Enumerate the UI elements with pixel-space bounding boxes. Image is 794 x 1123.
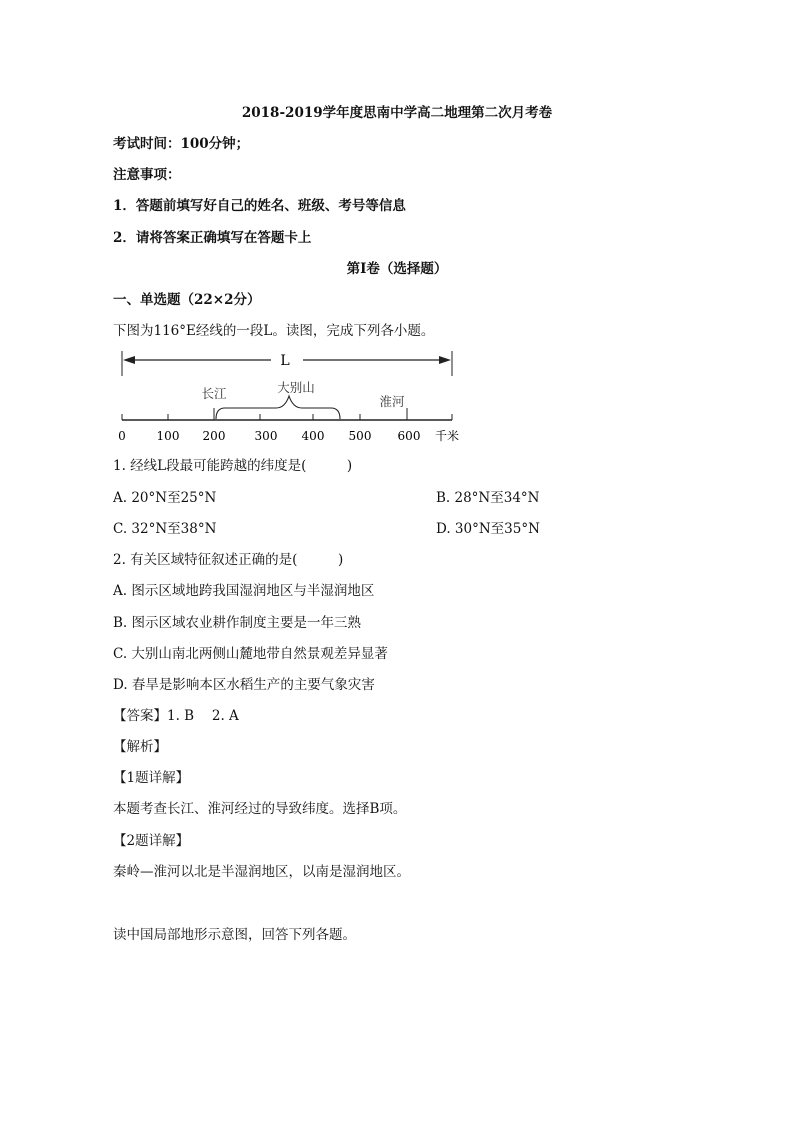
notes-title: 注意事项： xyxy=(113,167,181,183)
next-question-intro: 读中国局部地形示意图，回答下列各题。 xyxy=(113,927,356,943)
yangtze-label: 长江 xyxy=(201,386,227,401)
section-title: 第I卷（选择题） xyxy=(346,261,448,277)
analysis-title: 【解析】 xyxy=(113,739,167,755)
tick-label-400: 400 xyxy=(301,429,325,443)
tick-label-200: 200 xyxy=(202,429,226,443)
detail-1-text: 本题考查长江、淮河经过的导致纬度。选择B项。 xyxy=(113,801,407,817)
answer-line: 【答案】1. B 2. A xyxy=(113,708,239,724)
dabie-label: 大别山 xyxy=(277,380,315,395)
q1-option-a: A. 20°N至25°N xyxy=(113,490,217,506)
q2-option-c: C. 大别山南北两侧山麓地带自然景观差异显著 xyxy=(113,646,388,662)
detail-2-title: 【2题详解】 xyxy=(113,833,190,849)
unit-label: 千米 xyxy=(434,429,460,443)
q1-option-c: C. 32°N至38°N xyxy=(113,521,217,537)
segment-label: L xyxy=(280,353,290,369)
part-title: 一、单选题（22×2分） xyxy=(113,292,261,308)
q1-option-d: D. 30°N至35°N xyxy=(436,521,540,537)
note-1: 1．答题前填写好自己的姓名、班级、考号等信息 xyxy=(113,198,406,214)
arrow-right-icon xyxy=(439,356,451,364)
tick-label-100: 100 xyxy=(156,429,180,443)
tick-label-500: 500 xyxy=(348,429,372,443)
exam-title: 2018-2019学年度思南中学高二地理第二次月考卷 xyxy=(241,105,553,121)
detail-1-title: 【1题详解】 xyxy=(113,770,190,786)
tick-label-300: 300 xyxy=(254,429,278,443)
tick-label-600: 600 xyxy=(397,429,421,443)
exam-time: 考试时间：100分钟； xyxy=(113,136,250,152)
question-intro: 下图为116°E经线的一段L。读图，完成下列各小题。 xyxy=(113,323,435,339)
detail-2-text: 秦岭—淮河以北是半湿润地区，以南是湿润地区。 xyxy=(113,864,410,880)
q2-option-a: A. 图示区域地跨我国湿润地区与半湿润地区 xyxy=(113,583,375,599)
q2-stem: 2. 有关区域特征叙述正确的是( ) xyxy=(113,552,344,568)
meridian-figure xyxy=(113,346,473,448)
arrow-left-icon xyxy=(123,356,135,364)
q1-stem: 1. 经线L段最可能跨越的纬度是( ) xyxy=(113,458,353,474)
q2-option-d: D. 春旱是影响本区水稻生产的主要气象灾害 xyxy=(113,677,375,693)
dabie-brace xyxy=(216,396,340,419)
note-2: 2．请将答案正确填写在答题卡上 xyxy=(113,230,312,246)
tick-label-0: 0 xyxy=(118,429,126,443)
q2-option-b: B. 图示区域农业耕作制度主要是一年三熟 xyxy=(113,615,362,631)
q1-option-b: B. 28°N至34°N xyxy=(436,490,540,506)
huai-label: 淮河 xyxy=(379,394,405,409)
